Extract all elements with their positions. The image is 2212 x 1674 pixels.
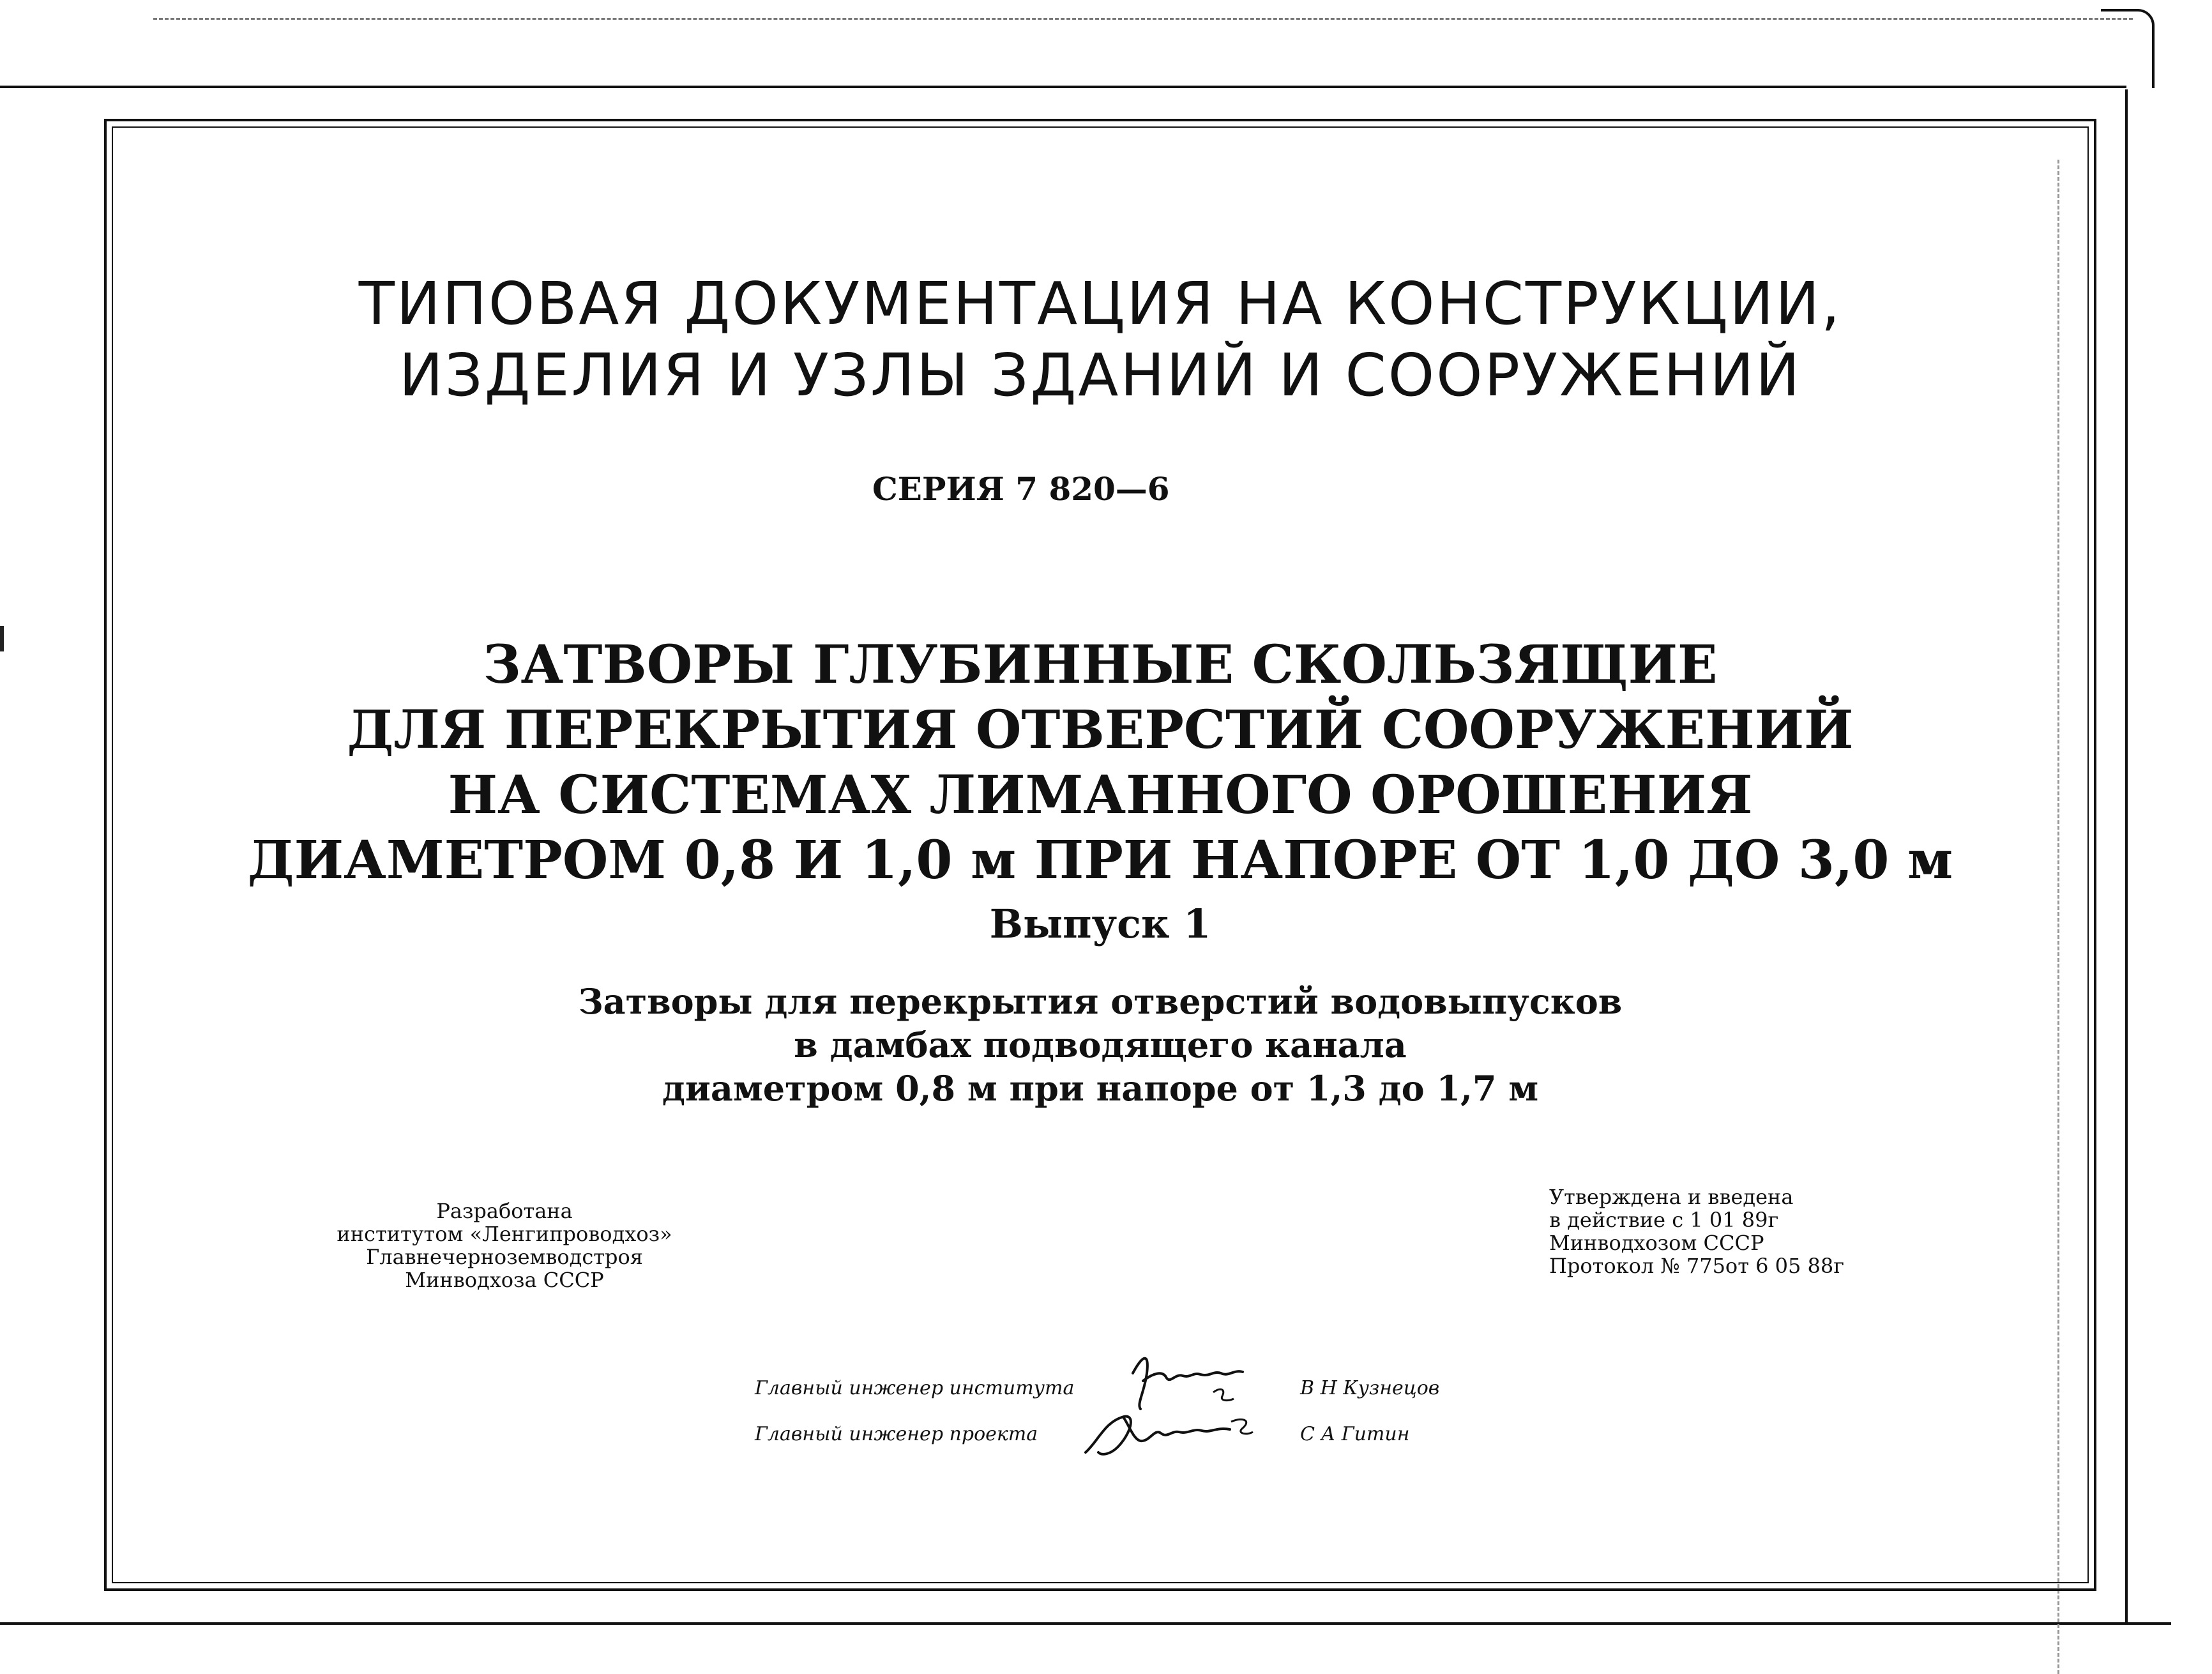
right-border-line: [2125, 89, 2128, 1622]
main-title-line-1: ТИПОВАЯ ДОКУМЕНТАЦИЯ НА КОНСТРУКЦИИ,: [358, 270, 1842, 338]
main-title-line-2: ИЗДЕЛИЯ И УЗЛЫ ЗДАНИЙ И СООРУЖЕНИЙ: [398, 341, 1802, 409]
subject-line-1: ЗАТВОРЫ ГЛУБИННЫЕ СКОЛЬЗЯЩИЕ: [483, 634, 1718, 696]
developer-line-1: Разработана: [436, 1199, 573, 1223]
issue-number: Выпуск 1: [989, 901, 1211, 947]
issue-desc-line-1: Затворы для перекрытия отверстий водовыпусков: [578, 981, 1623, 1022]
approval-line-3: Минводхозом СССР: [1549, 1231, 1764, 1255]
approval-line-2: в действие с 1 01 89г: [1549, 1208, 1779, 1232]
main-title: [104, 268, 2096, 411]
approval-block: [1549, 1185, 1907, 1277]
signature-role: Главный инженер института: [755, 1377, 1075, 1399]
issue-description: [104, 980, 2096, 1110]
developer-block: [268, 1199, 741, 1291]
bottom-border-line: [0, 1622, 2171, 1625]
corner-fold: [2101, 9, 2155, 88]
signature-gitin-image: [1079, 1403, 1258, 1466]
top-dashed-line: [153, 18, 2133, 20]
signature-name: С А Гитин: [1300, 1423, 1410, 1445]
subject-line-4: ДИАМЕТРОМ 0,8 И 1,0 м ПРИ НАПОРЕ ОТ 1,0 ДО 3,0 м: [247, 830, 1953, 891]
subject-line-3: НА СИСТЕМАХ ЛИМАННОГО ОРОШЕНИЯ: [448, 765, 1753, 826]
issue-desc-line-2: в дамбах подводящего канала: [794, 1024, 1407, 1065]
subject-line-2: ДЛЯ ПЕРЕКРЫТИЯ ОТВЕРСТИЙ СООРУЖЕНИЙ: [347, 699, 1854, 761]
document-subject: [104, 632, 2096, 893]
series-number: СЕРИЯ 7 820—6: [872, 470, 1170, 508]
left-edge-mark: [0, 626, 4, 651]
approval-line-4: Протокол № 775от 6 05 88г: [1549, 1254, 1844, 1278]
developer-line-2: институтом «Ленгипроводхоз»: [337, 1222, 672, 1246]
signature-role: Главный инженер проекта: [755, 1423, 1038, 1445]
developer-line-4: Минводхоза СССР: [405, 1268, 604, 1292]
signature-name: В Н Кузнецов: [1300, 1377, 1440, 1399]
approval-line-1: Утверждена и введена: [1549, 1185, 1794, 1209]
developer-line-3: Главнечерноземводстроя: [366, 1245, 643, 1269]
issue-desc-line-3: диаметром 0,8 м при напоре от 1,3 до 1,7 м: [662, 1068, 1539, 1109]
top-border-line: [0, 86, 2126, 88]
